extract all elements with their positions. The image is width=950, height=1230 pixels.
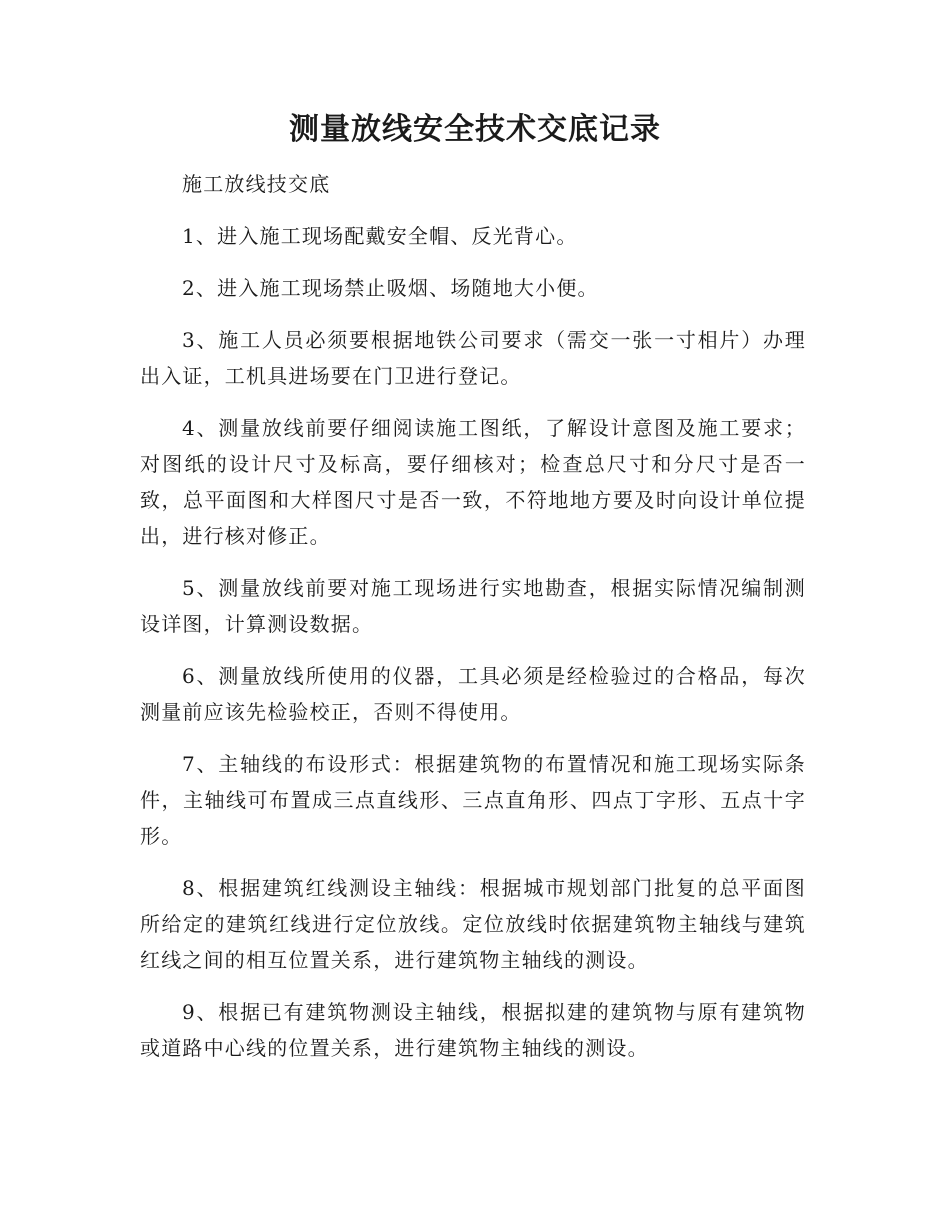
paragraph-3: 3、施工人员必须要根据地铁公司要求（需交一张一寸相片）办理出入证，工机具进场要在门卫进行登记。	[140, 328, 806, 388]
paragraph-6: 6、测量放线所使用的仪器，工具必须是经检验过的合格品，每次测量前应该先检验校正，否则不得使用。	[140, 664, 806, 724]
document-body	[140, 166, 806, 1082]
paragraph-5: 5、测量放线前要对施工现场进行实地勘查，根据实际情况编制测设详图，计算测设数据。	[140, 576, 806, 636]
document-subtitle: 施工放线技交底	[182, 172, 331, 196]
paragraph-9: 9、根据已有建筑物测设主轴线，根据拟建的建筑物与原有建筑物或道路中心线的位置关系，进行建筑物主轴线的测设。	[140, 1000, 806, 1060]
document-title: 测量放线安全技术交底记录	[289, 112, 661, 147]
paragraph-1: 1、进入施工现场配戴安全帽、反光背心。	[182, 224, 578, 248]
paragraph-8: 8、根据建筑红线测设主轴线：根据城市规划部门批复的总平面图所给定的建筑红线进行定位放线。定位放线时依据建筑物主轴线与建筑红线之间的相互位置关系，进行建筑物主轴线的测设。	[140, 876, 806, 972]
paragraph-4: 4、测量放线前要仔细阅读施工图纸，了解设计意图及施工要求；对图纸的设计尺寸及标高，要仔细核对；检查总尺寸和分尺寸是否一致，总平面图和大样图尺寸是否一致，不符地地方要及时向设计单位提出，进行核对修正。	[140, 416, 806, 548]
paragraph-2: 2、进入施工现场禁止吸烟、场随地大小便。	[182, 276, 599, 300]
paragraph-7: 7、主轴线的布设形式：根据建筑物的布置情况和施工现场实际条件，主轴线可布置成三点直线形、三点直角形、四点丁字形、五点十字形。	[140, 752, 806, 848]
